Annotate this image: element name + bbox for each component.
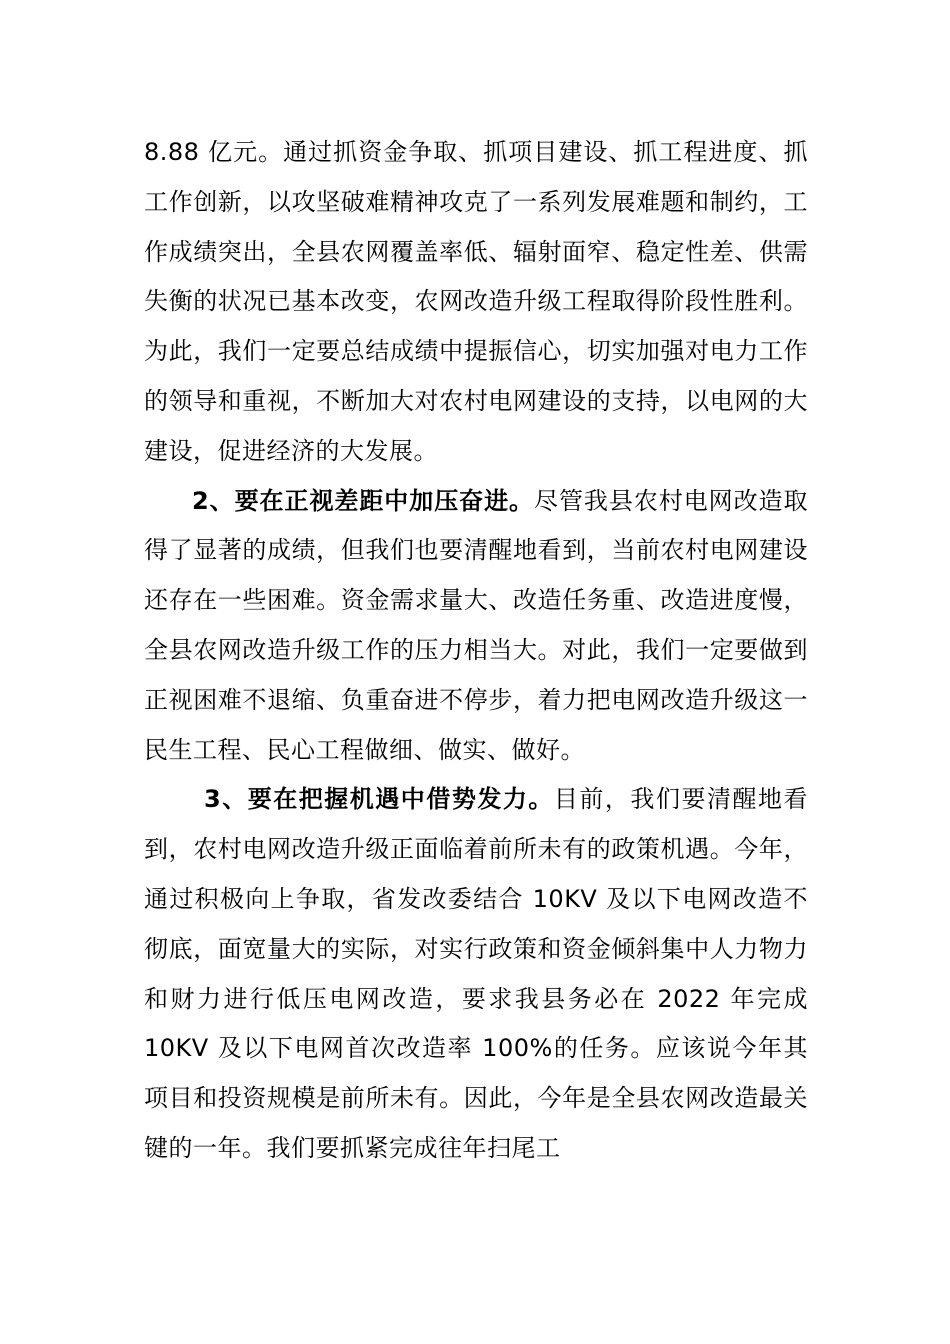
paragraph-2-heading: 2、要在正视差距中加压奋进。 xyxy=(192,486,534,515)
paragraph-3-heading: 3、要在把握机遇中借势发力。 xyxy=(204,785,554,814)
paragraph-3 xyxy=(144,775,808,1173)
paragraph-1-text: 8.88 亿元。通过抓资金争取、抓项目建设、抓工程进度、抓工作创新，以攻坚破难精神攻克了一系列发展难题和制约，工作成绩突出，全县农网覆盖率低、辐射面窄、稳定性差、供需失衡的状况已基本改变，农网改造升级工程取得阶段性胜利。为此，我们一定要总结成绩中提振信心，切实加强对电力工作的领导和重视，不断加大对农村电网建设的支持，以电网的大建设，促进经济的大发展。 xyxy=(144,138,808,465)
paragraph-2-text: 尽管我县农村电网改造取得了显著的成绩，但我们也要清醒地看到，当前农村电网建设还存在一些困难。资金需求量大、改造任务重、改造进度慢，全县农网改造升级工作的压力相当大。对此，我们一定要做到正视困难不退缩、负重奋进不停步，着力把电网改造升级这一民生工程、民心工程做细、做实、做好。 xyxy=(144,486,808,764)
paragraph-2 xyxy=(144,477,808,776)
document-page xyxy=(144,128,808,1174)
paragraph-3-text: 目前，我们要清醒地看到，农村电网改造升级正面临着前所未有的政策机遇。今年，通过积极向上争取，省发改委结合 10KV 及以下电网改造不彻底，面宽量大的实际，对实行政策和资金倾斜集中人力物力和财力进行低压电网改造，要求我县务必在 2022 年完成 10KV 及以下电网首次改造率 100%的任务。应该说今年其项目和投资规模是前所未有。因此，今年是全县农网改造最关键的一年。我们要抓紧完成往年扫尾工 xyxy=(144,785,809,1162)
paragraph-1 xyxy=(144,128,808,477)
